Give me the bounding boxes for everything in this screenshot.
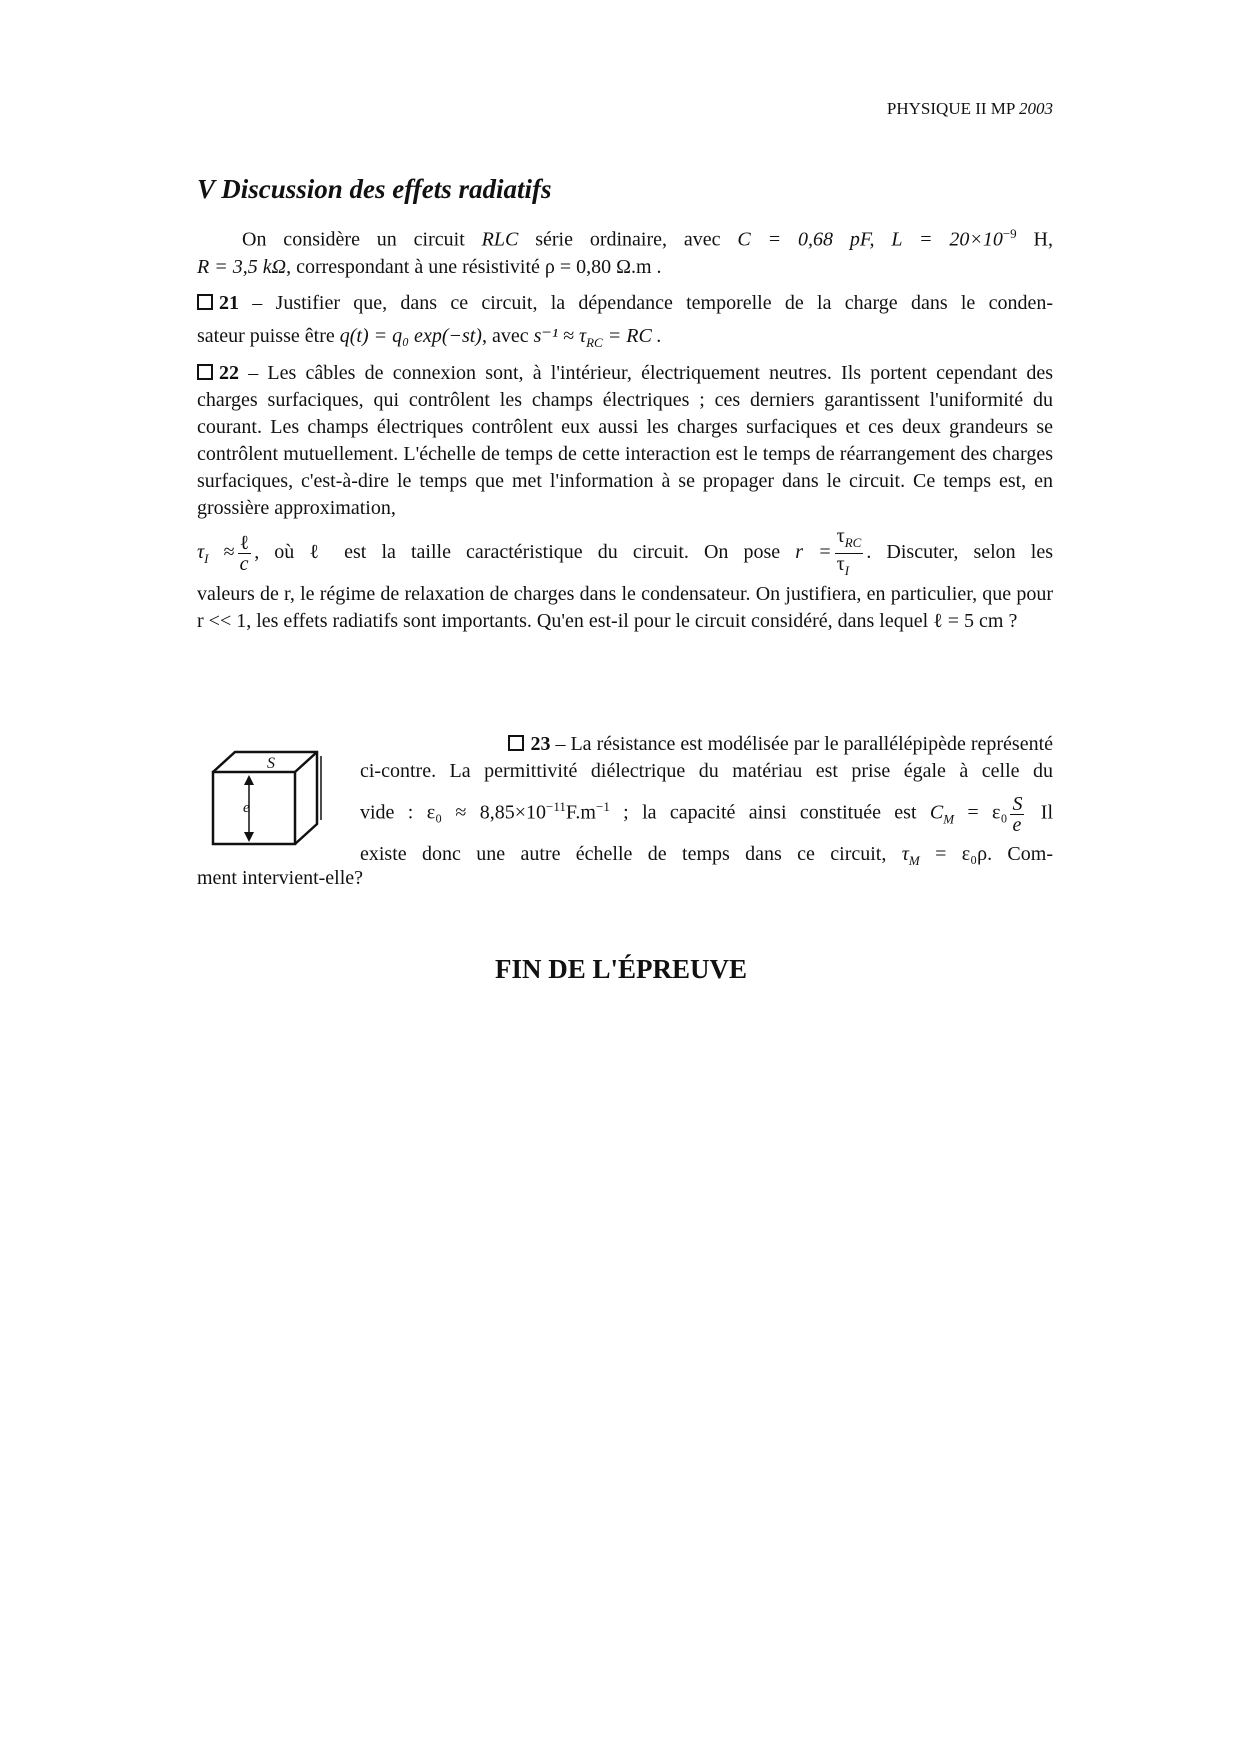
q22-tau-i-sub: I [204, 551, 209, 567]
section-title: V Discussion des effets radiatifs [197, 174, 552, 204]
q23-cm: C [929, 801, 944, 824]
intro-l-unit: H, [1016, 228, 1053, 251]
q23-last-line: ment intervient-elle? [197, 867, 364, 889]
q22-tau-i-den: τ [836, 553, 845, 575]
q22-mid-text: , où ℓ est la taille caractéristique du circuit. On pose [254, 541, 796, 564]
q22-end-text: . Discuter, selon les [866, 541, 1053, 564]
header-year: 2003 [1019, 99, 1053, 118]
q23-text-4a: existe donc une autre échelle de temps dans ce circuit, [360, 842, 902, 865]
intro-c-value: C = 0,68 pF, [737, 228, 875, 251]
q23-exp: −11 [546, 799, 566, 814]
q21-s-tail: = RC . [602, 325, 662, 347]
intro-l-value: L = 20×10 [891, 228, 1003, 251]
q21-s-sub: RC [586, 335, 603, 350]
intro-line-1 [197, 220, 1053, 254]
q21-text-1: – Justifier que, dans ce circuit, la dépendance temporelle de la charge dans le conden- [252, 292, 1053, 314]
intro-rho-value: ρ = 0,80 Ω.m . [544, 255, 662, 278]
q23-text-3b: ; la capacité ainsi constituée est [609, 801, 930, 824]
q22-tau-i-den-sub: I [844, 563, 850, 578]
arrow-down-icon [244, 832, 254, 842]
q23-text-2: ci-contre. La permittivité diélectrique du matériau est prise égale à celle du [360, 760, 1053, 782]
checkbox-icon [197, 364, 213, 380]
q21-text-3: , avec [481, 325, 534, 347]
header-text: PHYSIQUE II MP [886, 99, 1015, 118]
q22-ell: ℓ [239, 532, 250, 554]
q22-tau-rc-sub: RC [844, 535, 862, 550]
checkbox-icon [197, 294, 213, 310]
q21-line-1 [197, 290, 1053, 317]
q22-rest: valeurs de r, le régime de relaxation de charges dans le condensateur. On justifiera, en particulier, que pour r << 1, les effets radiatifs sont importants. Qu'en est-il pour le circuit considéré, dans lequel ℓ = 5 cm ? [197, 583, 1053, 632]
q23-unit-exp: −1 [595, 799, 610, 814]
q23-line-3 [360, 793, 1053, 835]
figure-label-e: e [243, 800, 250, 816]
q21-text-2: sateur puisse être [197, 325, 340, 347]
intro-l-exp: −9 [1002, 226, 1017, 241]
q22-frac-den [835, 554, 864, 581]
q22-fraction-tau [835, 526, 864, 581]
q22-approx: ≈ [223, 541, 235, 564]
q21-s-formula: s⁻¹ ≈ τ [533, 325, 587, 347]
q23-frac-den: e [1012, 813, 1022, 836]
q23-cm-sub: M [943, 811, 955, 827]
intro-text-b: série ordinaire, avec [518, 228, 738, 251]
q23-frac-num: S [1012, 792, 1023, 815]
intro-line-2 [197, 254, 1053, 281]
q23-text-4b: . Com- [987, 842, 1053, 865]
q22-formula-line [197, 526, 1053, 581]
q23-unit: F.m [565, 801, 596, 824]
q22-tau-i: τ [197, 541, 205, 564]
question-23-right [360, 731, 1053, 874]
q23-tau-m: τ [901, 842, 909, 865]
figure-label-s: S [267, 755, 275, 772]
q21-line-2 [197, 323, 1053, 356]
q23-cm-eq: = ε₀ [954, 801, 1008, 824]
q22-text: – Les câbles de connexion sont, à l'intérieur, électriquement neutres. Ils portent cependant des charges surfaciques, qui contrôlent les champs électriques ; ces derniers garantissent l'uniformité du courant. Les champs électriques contrôlent eux aussi les charges surfaciques et ces deux grandeurs se contrôlent mutuellement. L'échelle de temps de cette interaction est le temps de réarrangement des charges surfaciques, c'est-à-dire le temps que met l'information à se propager dans le circuit. Ce temps est, en grossière approximation, [197, 362, 1054, 519]
checkbox-icon [508, 735, 524, 751]
parallelepiped-figure [205, 748, 330, 848]
question-21 [197, 290, 1053, 356]
intro-rlc: RLC [481, 228, 519, 251]
q22-frac-num [835, 526, 864, 554]
q22-body [197, 360, 1053, 522]
q22-c: c [239, 553, 249, 575]
intro-text-c: , correspondant à une résistivité [286, 255, 545, 278]
end-of-exam-title: FIN DE L'ÉPREUVE [494, 954, 748, 984]
q21-formula: q(t) = q₀ exp(−st) [339, 325, 482, 347]
q23-text-3c: Il [1027, 801, 1054, 824]
intro-paragraph [197, 220, 1053, 281]
q23-tau-m-sub: M [908, 852, 920, 868]
q22-number: 22 [219, 362, 239, 384]
intro-text-a: On considère un circuit [242, 228, 482, 251]
q23-fraction [1010, 794, 1024, 835]
box-front-face [213, 772, 295, 844]
q22-r-eq: r = [795, 541, 832, 564]
q23-line-1 [360, 731, 1053, 758]
q23-text-3a: vide : ε₀ ≈ 8,85×10 [360, 801, 547, 824]
q23-number: 23 [530, 733, 551, 755]
q22-tau-rc: τ [836, 525, 845, 547]
arrow-up-icon [244, 775, 254, 785]
q22-fraction-ell-c [238, 533, 252, 574]
box-top-edge [295, 752, 317, 772]
q23-tau-m-eq: = ε₀ρ [919, 842, 988, 865]
question-22 [197, 360, 1053, 635]
q23-text-1: – La résistance est modélisée par le parallélépipède représenté [555, 733, 1053, 755]
intro-r-value: R = 3,5 kΩ [197, 255, 287, 278]
page-header [0, 99, 1053, 119]
q21-number: 21 [219, 292, 239, 314]
